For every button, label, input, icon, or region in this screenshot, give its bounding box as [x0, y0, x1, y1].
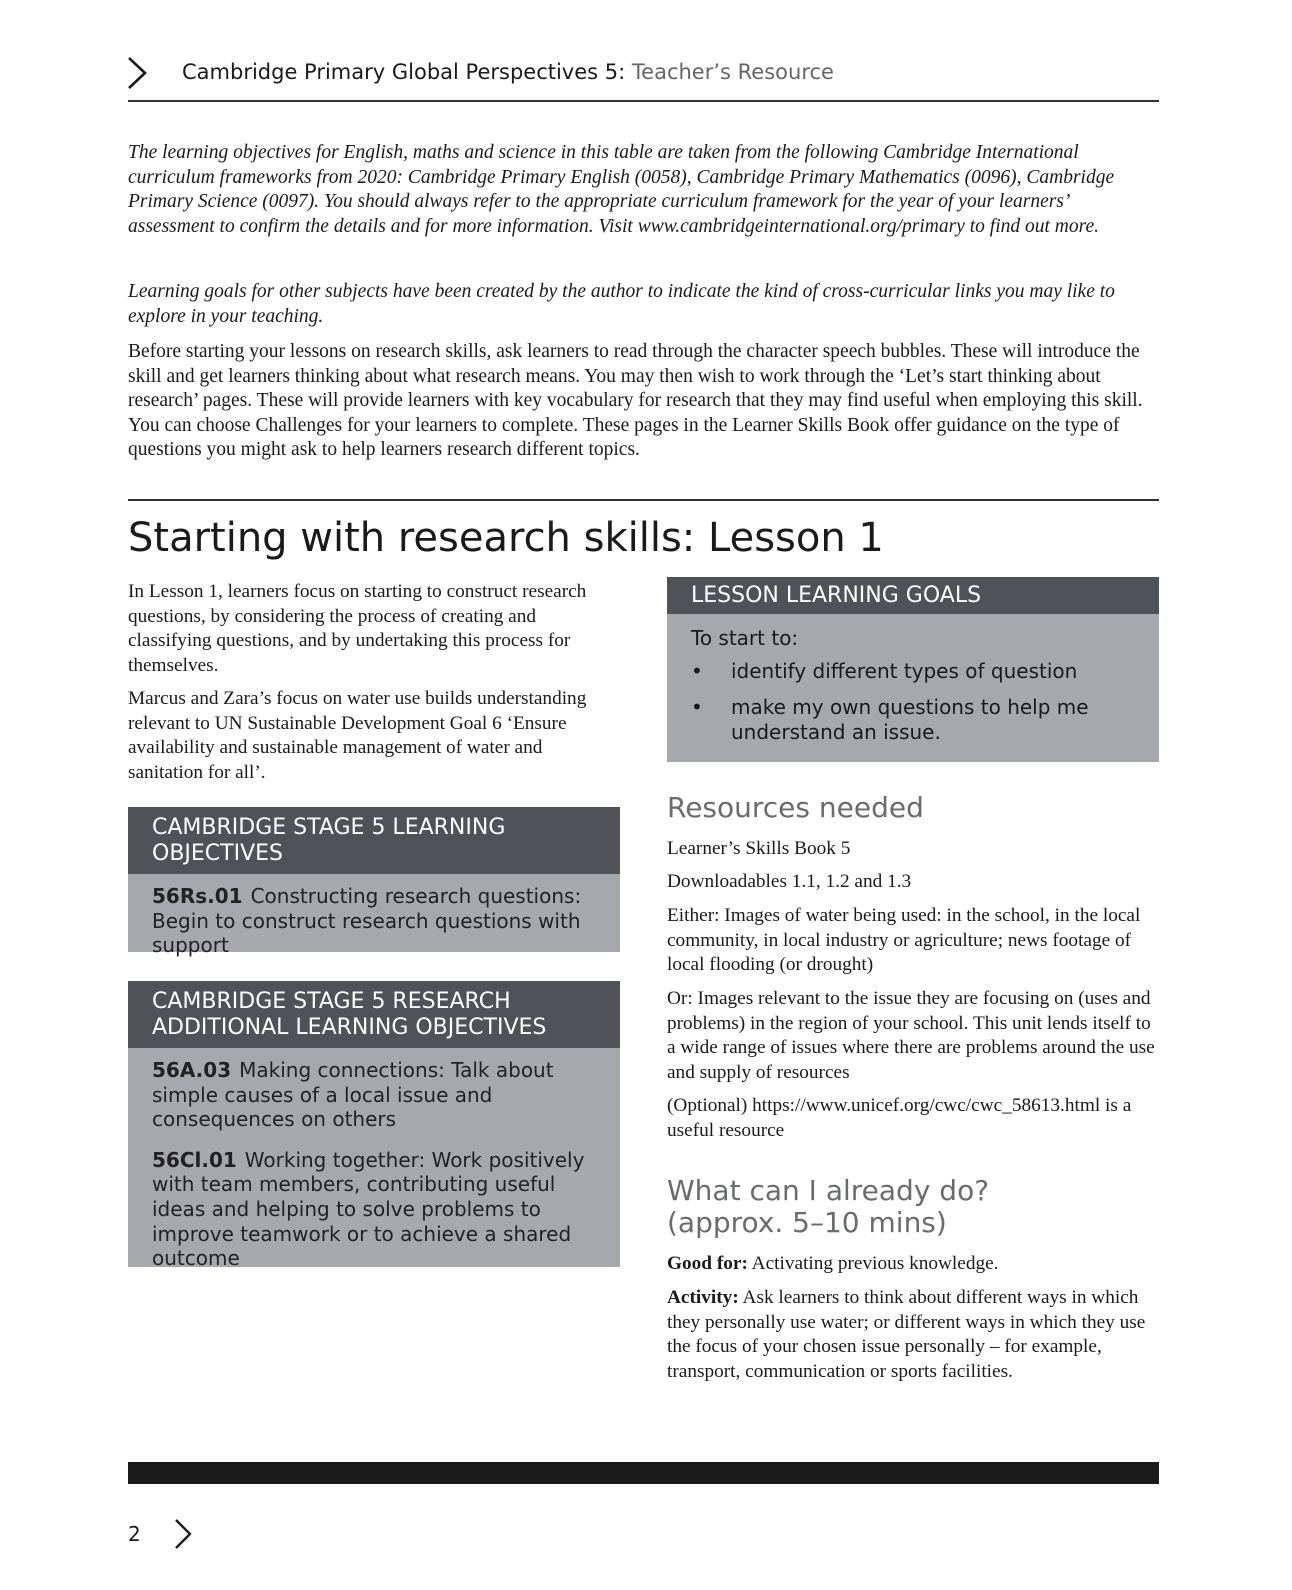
resources-heading: Resources needed [667, 791, 924, 824]
learning-objectives-heading: CAMBRIDGE STAGE 5 LEARNING OBJECTIVES [128, 807, 620, 874]
objective-text: Constructing research questions: Begin to construct research questions with support [152, 884, 582, 958]
activity-text: Activity: Ask learners to think about different ways in which they personally use water; or different ways in which they use the focus of your chosen issue personally – for example, transport, communication or sports facilities. [667, 1287, 1146, 1382]
objective-code: 56A.03 [152, 1058, 232, 1082]
lesson-title: Starting with research skills: Lesson 1 [128, 515, 884, 561]
section-rule [128, 499, 1159, 501]
header-rule [128, 100, 1159, 102]
bullet-icon: • [691, 658, 703, 683]
already-do-heading: What can I already do? (approx. 5–10 mins) [667, 1174, 990, 1239]
chevron-right-icon [126, 56, 148, 90]
page-number: 2 [128, 1522, 141, 1546]
lesson-goals-box [667, 577, 1159, 762]
resource-item: Either: Images of water being used: in the school, in the local community, in local industry or agriculture; news footage of local flooding (or drought) [667, 905, 1141, 976]
resource-item: Learner’s Skills Book 5 [667, 838, 851, 859]
intro-learning-goals-note: Learning goals for other subjects have been created by the author to indicate the kind of cross-curricular links you may like to explore in your teaching. [128, 281, 1115, 327]
resource-item: Or: Images relevant to the issue they are focusing on (uses and problems) in the region of your school. This unit lends itself to a wide range of issues where there are problems around the use and supply of resources [667, 988, 1155, 1083]
objective-code: 56Cl.01 [152, 1147, 237, 1172]
lesson-goals-heading: LESSON LEARNING GOALS [667, 577, 1159, 614]
lesson-intro-paragraph: In Lesson 1, learners focus on starting to construct research questions, by considering the process of creating and classifying questions, and by undertaking this process for themselves. [128, 581, 587, 676]
objective-code: 56Rs.01 [152, 884, 243, 908]
book-subtitle: Teacher’s Resource [631, 60, 834, 84]
resource-item: Downloadables 1.1, 1.2 and 1.3 [667, 871, 912, 892]
objective-item [152, 1058, 596, 1132]
lesson-goals-intro: To start to: [691, 626, 799, 650]
intro-research-skills: Before starting your lessons on research skills, ask learners to read through the character speech bubbles. These will introduce the skill and get learners thinking about what research means. You may then wish to work through the ‘Let’s start thinking about research’ pages. These will provide learners with key vocabulary for research that they may find useful when employing this skill. You can choose Challenges for your learners to complete. These pages in the Learner Skills Book offer guidance on the type of questions you might ask to help learners research different topics. [128, 341, 1143, 461]
objective-item [152, 1148, 596, 1271]
sdg-paragraph: Marcus and Zara’s focus on water use builds understanding relevant to UN Sustainable Development Goal 6 ‘Ensure availability and sustainable management of water and sanitation for all’. [128, 688, 587, 783]
learning-objectives-box [128, 807, 620, 958]
intro-curriculum-note: The learning objectives for English, maths and science in this table are taken from the following Cambridge International curriculum frameworks from 2020: Cambridge Primary English (0058), Cambridge Primary Mathematics (0096), Cambridge Primary Science (0097). You should always refer to the appropriate curriculum framework for the year of your learners’ assessment to confirm the details and for more information. Visit www.cambridgeinternational.org/primary to find out more. [128, 142, 1115, 237]
objective-item [152, 884, 596, 958]
list-item: • identify different types of question [691, 658, 1078, 683]
additional-objectives-box [128, 981, 620, 1271]
objective-text: Working together: Work positively with team members, contributing useful ideas and helping to solve problems to improve teamwork or to achieve a shared outcome [152, 1147, 585, 1271]
additional-objectives-heading: CAMBRIDGE STAGE 5 RESEARCH ADDITIONAL LEARNING OBJECTIVES [128, 981, 620, 1048]
resource-item: (Optional) https://www.unicef.org/cwc/cwc_58613.html is a useful resource [667, 1095, 1132, 1141]
list-item: • make my own questions to help me understand an issue. [691, 695, 1089, 744]
footer-bar [128, 1462, 1159, 1484]
bullet-icon: • [691, 695, 703, 720]
chevron-right-icon [174, 1518, 192, 1550]
good-for-text: Good for: Activating previous knowledge. [667, 1253, 999, 1274]
objective-text: Making connections: Talk about simple causes of a local issue and consequences on others [152, 1058, 554, 1132]
book-title: Cambridge Primary Global Perspectives 5: [182, 60, 626, 84]
running-header [182, 60, 834, 84]
lesson-goals-list [691, 659, 1135, 745]
